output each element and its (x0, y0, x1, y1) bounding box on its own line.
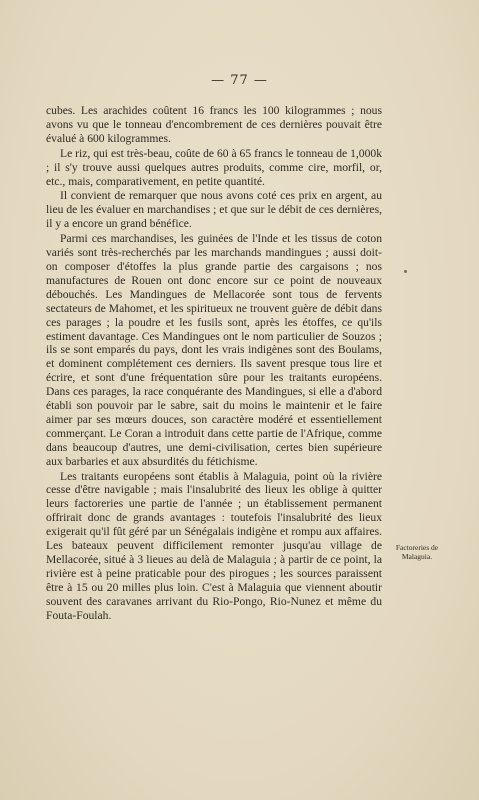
paragraph-2: Le riz, qui est très-beau, coûte de 60 à 65 francs le tonneau de 1,000k ; il s'y trouve aussi quelques autres produits, comme cire, morfil, or, etc., mais, comparativement, en petite quantité. (46, 146, 382, 188)
paragraph-1: cubes. Les arachides coûtent 16 francs les 100 kilogrammes ; nous avons vu que le tonneau d'encombrement de ces dernières pouvait être évalué à 600 kilogrammes. (46, 104, 382, 145)
paragraph-3: Il convient de remarquer que nous avons coté ces prix en argent, au lieu de les évaluer en marchandises ; et que sur le débit de ces dernières, il y a encore un grand bénéfice. (46, 189, 382, 231)
paragraph-4: Parmi ces marchandises, les guinées de l'Inde et les tissus de coton variés sont très-recherchés par les marchands mandingues ; aussi doit-on composer d'étoffes la plus grande partie des cargaisons ; nos manufactures de Rouen ont donc encore sur ce point de nouveaux débouchés. Les Mandingues de Mellacorée sont tous de fervents sectateurs de Mahomet, et les spiritueux ne trouvent guère de débit dans ces parages ; la poudre et les fusils sont, après les étoffes, ce qu'ils estiment davantage. Ces Mandingues ont le nom particulier de Souzos ; ils se sont emparés du pays, dont les vrais indigènes sont des Boulams, et dominent complétement ces derniers. Ils savent presque tous lire et écrire, et sont d'une fréquentation sûre pour les traitants européens. Dans ces parages, la race conquérante des Mandingues, si elle a d'abord établi son pouvoir par le sabre, sait du moins le maintenir et le faire aimer par ses mœurs douces, son caractère modéré et essentiellement commerçant. Le Coran a introduit dans cette partie de l'Afrique, comme dans beaucoup d'autres, une demi-civilisation, certes bien supérieure aux barbaries et aux absurdités du fétichisme. (46, 232, 382, 468)
ink-speck (404, 270, 407, 273)
margin-note: Factoreries de Malaguia. (395, 543, 439, 561)
paragraph-5: Les traitants européens sont établis à Malaguia, point où la rivière cesse d'être navigable ; mais l'insalubrité des lieux les oblige à quitter leurs factoreries une partie de l'année ; un établissement permanent offrirait donc de grands avantages : toutefois l'insalubrité des lieux exigerait qu'il fût géré par un Sénégalais indigène et rompu aux affaires. Les bateaux peuvent difficilement remonter jusqu'au village de Mellacorée, situé à 3 lieues au delà de Malaguia ; à partir de ce point, la rivière est à peine praticable pour des pirogues ; les sources paraissent être à 15 ou 20 milles plus loin. C'est à Malaguia que viennent aboutir souvent des caravanes arrivant du Rio-Pongo, Rio-Nunez et même du Fouta-Foulah. (46, 469, 382, 622)
body-text (46, 104, 382, 624)
page-number: — 77 — (211, 73, 268, 88)
